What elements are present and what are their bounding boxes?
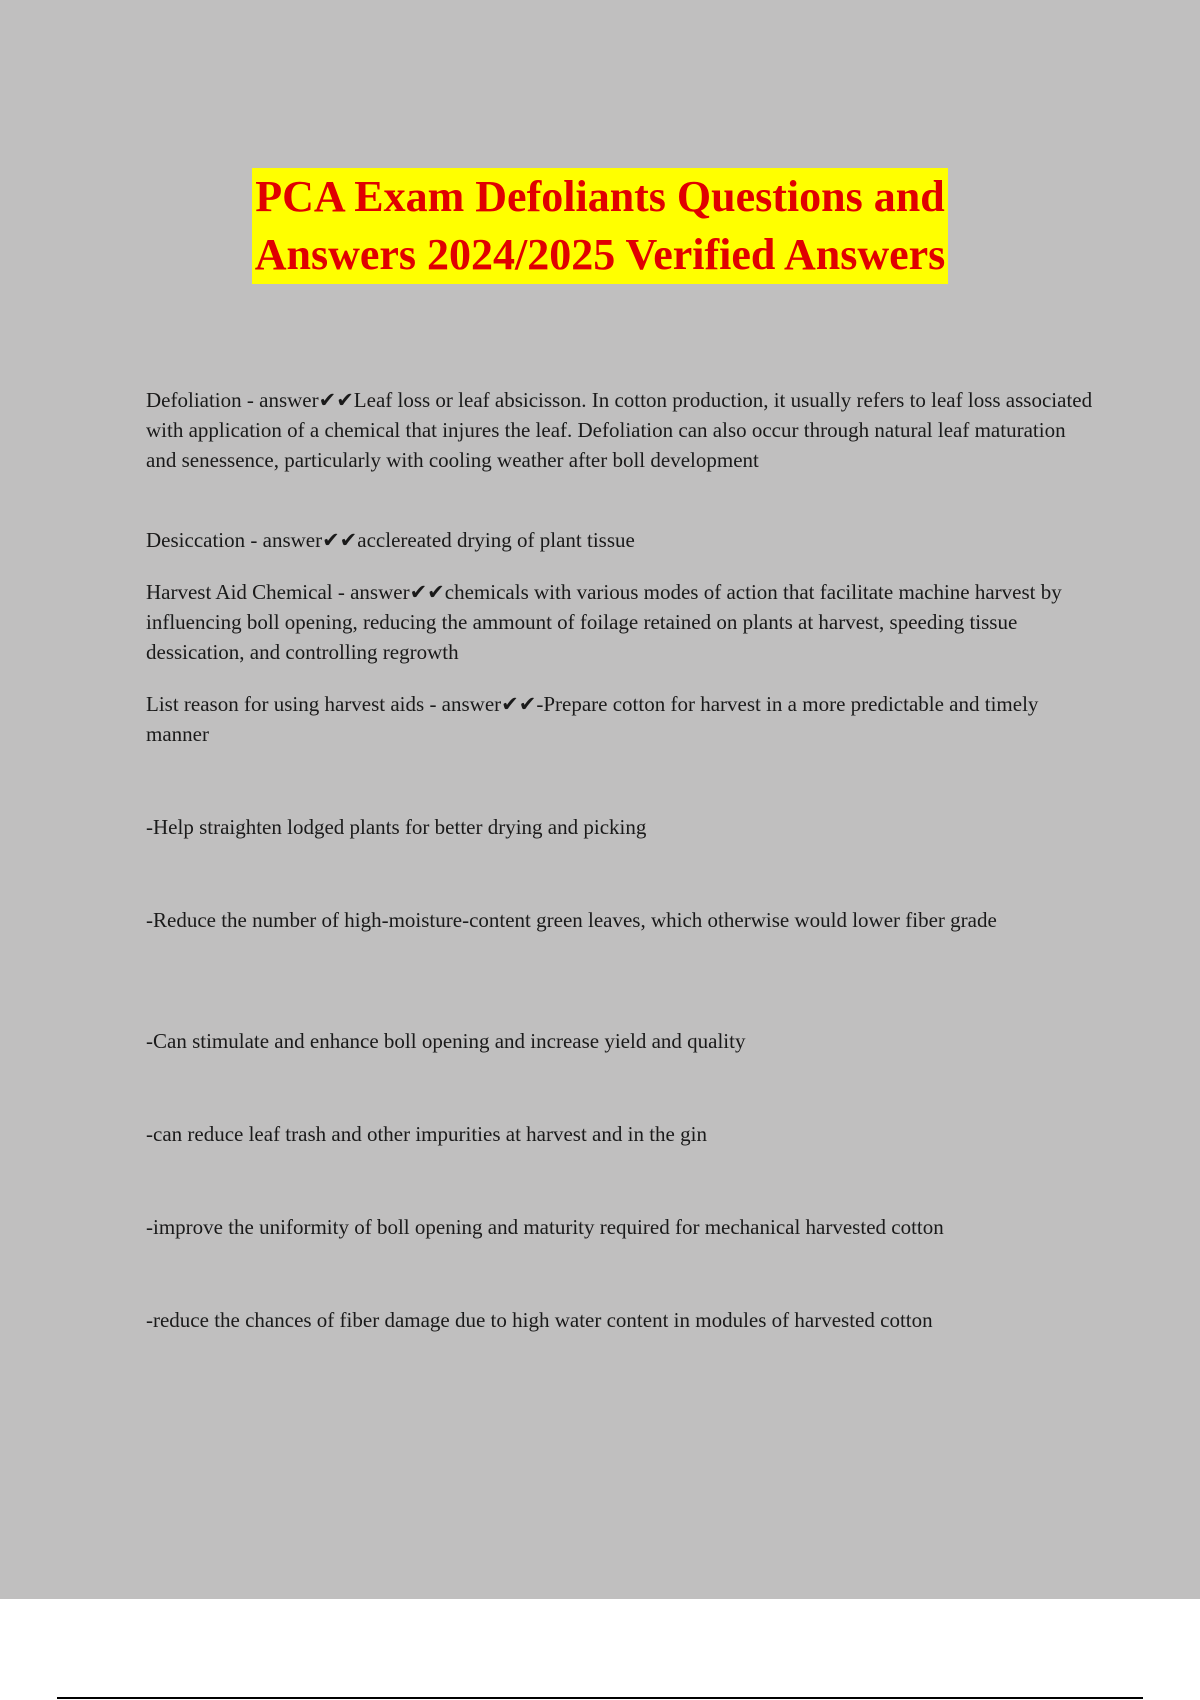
list-item: -can reduce leaf trash and other impurities at harvest and in the gin [146,1122,707,1146]
list-item: -reduce the chances of fiber damage due to high water content in modules of harvested cotton [146,1308,933,1332]
definition-desiccation: Desiccation - answer✔✔acclereated drying of plant tissue [146,528,635,552]
question-harvest-aid-reasons: List reason for using harvest aids - answer✔✔-Prepare cotton for harvest in a more predictable and timely manner [146,692,1039,746]
title-line-1: PCA Exam Defoliants Questions and [252,168,947,226]
list-item: -Can stimulate and enhance boll opening and increase yield and quality [146,1029,746,1053]
list-item: -Reduce the number of high-moisture-content green leaves, which otherwise would lower fiber grade [146,908,997,932]
definition-harvest-aid-chemical: Harvest Aid Chemical - answer✔✔chemicals with various modes of action that facilitate machine harvest by influencing boll opening, reducing the ammount of foilage retained on plants at harvest, speeding tissue dessication, and controlling regrowth [146,580,1062,664]
title-line-2: Answers 2024/2025 Verified Answers [252,226,949,284]
definition-defoliation: Defoliation - answer✔✔Leaf loss or leaf absicisson. In cotton production, it usually refers to leaf loss associated with application of a chemical that injures the leaf. Defoliation can also occur through natural leaf maturation and senessence, particularly with cooling weather after boll development [146,388,1093,472]
list-item: -improve the uniformity of boll opening and maturity required for mechanical harvested cotton [146,1215,944,1239]
document-title [0,168,1200,284]
list-item: -Help straighten lodged plants for better drying and picking [146,815,647,839]
footer-divider [57,1697,1143,1699]
